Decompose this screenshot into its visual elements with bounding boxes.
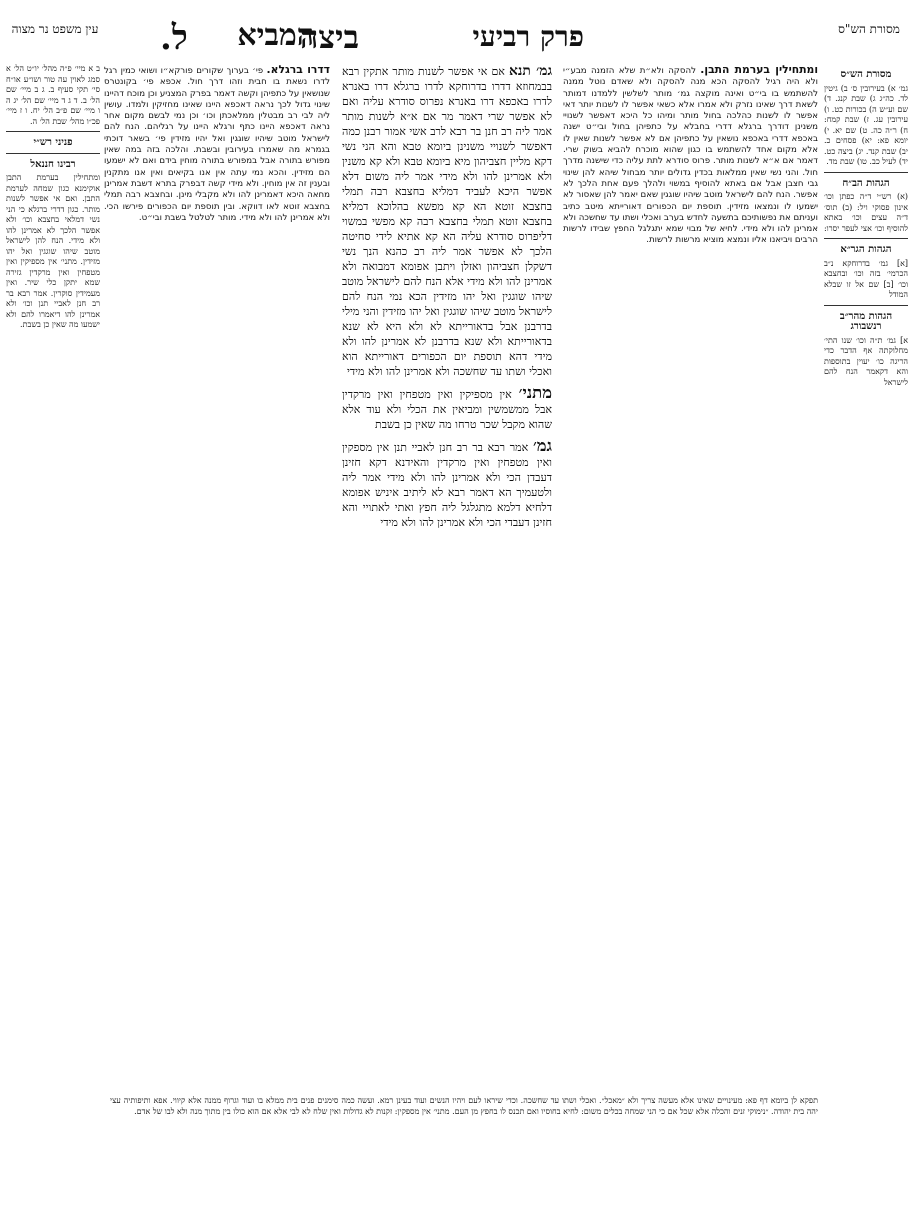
header-folio: ל.: [160, 18, 188, 58]
rabbeinu-chananel-title: רבינו חננאל: [30, 158, 76, 170]
divider: [6, 131, 100, 132]
gemara-text: אם אי אפשר לשנות מותר אתקין רבא בבמחוזא דדרו בדרוחקא לדרו ברגלא דרו באנרא לדרו באכפא דרו באנרא נפרוס סודרא עליה ואם לא אפשר שרי דאמר מר אם א״א לשנות מותר אמר ליה רב חנן בר רבא לרב אשי אמור רבנן כמה דאפשר לשנויי משנינן ביומא טבא והא הני נשי דקא מליין חצביהון מיא ביומא טבא ולא קא משנין ולא אמרינן להו ולא מידי אמר ליה משום דלא אפשר היכא לעביד דמליא בחצבא רבה תמלי בחצבא זוטא הא קא מפשא בהלוכא דמליא בחצבא זוטא תמלי בחצבא רבה קא מפשי במשוי דליפרוס סודרא עליה הא קא אתיא לידי סחיטה הלכך לא אפשר אמר ליה רב כהנא הנך נשי דשקלן חצביהון ואזלן ויתבן אפומא דמבואה ולא אמרינן להו ולא מידי אלא הנח להם לישראל מוטב שיהו שוגגין ואל יהו מזידין הכא נמי הנח להם לישראל מוטב שיהו שוגגין ואל יהו מזידין והני מילי בדרבנן אבל בדאורייתא לא ולא היא לא שנא בדאורייתא ולא שנא בדרבנן לא אמרינן להו ולא מידי דהא תוספת יום הכפורים דאורייתא הוא ואכלי ושתו עד שחשכה ולא אמרינן להו ולא מידי: [342, 65, 552, 378]
gemara2-lead: גמ׳: [532, 436, 552, 455]
rashi-text: להסקה ולא״ת שלא הזמנה מבע״י ולא היה רגיל להסקה הכא מנה להסקה ולא שאדם נוטל ממנה להשתמש בו בי״ט ואינה מוקצה גמ׳ מותר לשלשין ללמדנו דמותר לשאת דרך שאינו נזרק ולא אמרו אלא כשאי אפשר לו לשנות יותר דאי אפשר לו לשנות כהלכה בחול מותר ומיהו כל היכא דאפשר לשנויי משנינן דודרך ברגלא דדרי בחבלא על כתפיהן בחול ובי״ט ישנה באכפא דדרי באכפא נושאין על כתפיהן אם לא אפשר לשנות שאין לו אלא מקום אחד להשתמש בו כגון שהוא מוכרח להביא בשוק שרי. דאמר אם א״א לשנות מותר. פרוס סודרא לתת עליה כדי שישנה מדרך חול. והני נשי שאין ממלאות בכדין גדולים יותר מבחול שיהא להן שינוי גבי חצבן אבל אם באתא להוסיף במשוי ולהלך פעם אחת הלכך לא אפשר. הנח להם לישראל מוטב שיהיו שוגגין שאם יאמר להן שאסור לא ישמעו לו ונמצאו מזידין. תוספת יום הכפורים דאורייתא מיטב כתיב ועניתם את נפשותיכם בתשעה לחדש בערב ואכלי ושתו עד שחשכה ולא אמרינן להו ולא מידי. לחיא של מבוי שמא יתגלגל החפץ שבידו לרשות הרבים ויביאנו אליו ונמצא מוציא מרשות לרשות.: [563, 66, 818, 246]
mishna-lead: מתני׳: [518, 383, 552, 402]
header-chapter-name: המביא: [237, 18, 314, 53]
header-chapter-number: פרק רביעי: [472, 20, 584, 53]
divider: [824, 172, 908, 173]
gemara-lead: גמ׳ תנא: [509, 64, 552, 79]
gemara-column: [342, 64, 552, 1094]
hagahot-marsha-text: א] גמ׳ ת״ה וכו׳ שנו התי׳ מחלוקתה אף הדבר כדי הריגה כו׳ יעוין בתוספות והא דקאמר הנח להם לישראל: [824, 335, 908, 387]
hagahot-gra-title: הגהות הגר״א: [840, 244, 892, 255]
ein-mishpat-text: ב א מיי׳ פ״ה מהל׳ יו״ט הל׳ א סמג לאוין עה טור ושו״ע או״ח סי׳ תקי סעיף ב. ג ב מיי׳ שם הל׳ ב. ד ג ד מיי׳ שם הל׳ יג ה ו מיי׳ שם פ״ב הל׳ יח. ו ז מיי׳ פכ״ו מהל׳ שבת הל׳ ה.: [6, 64, 100, 126]
header-masoret: מסורת הש"ס: [838, 22, 900, 36]
page-header: [0, 18, 914, 58]
gemara2-text: אמר רבא בר רב חנן לאביי תנן אין מספקין ואין מטפחין ואין מרקדין והאידנא דקא חזינן דעבדן הכי ולא אמרינן להו ולא מידי אמר ליה ולטעמיך הא דאמר רבא לא ליתיב איניש אפומא דלחיא דלמא מתגלגל ליה חפץ ואתי לאתויי והא חזינן דעבדי הכי ולא אמרינן להו ולא מידי: [342, 441, 552, 529]
rabbeinu-chananel-text: ומתחילין בערמת התבן אוקימנא כגון שמחה לערמת התבן. ואם אי אפשר לשנות מותר. כגון דדרי ברגלא כי הני נשי דמלאי בחצבא וכו׳ ולא אפשר הלכך לא אמרינן להו ולא מידי. הנח להן לישראל מוטב שיהו שוגגין ואל יהו מזידין. מתני׳ אין מספיקין ואין מטפחין ואין מרקדין גזירה שמא יתקן כלי שיר. ואין מעמידין סוקרין. אמר רבא בר רב חנן לאביי תנן וכו׳ ולא אמרינן להו דיאמרו להם ולא ישמעו מה שאין כן בשבת.: [6, 173, 100, 329]
masoret-title: מסורת הש״ס: [840, 69, 892, 80]
header-ein-mishpat: עין משפט נר מצוה: [11, 22, 99, 36]
rashi-column: [563, 64, 818, 1094]
masoret-hashas-margin: [824, 64, 908, 1064]
hagahot-bach-title: הגהות הב״ח: [842, 177, 890, 189]
footer-commentary: [110, 1096, 818, 1201]
mishna-text: אין מספיקין ואין מטפחין ואין מרקדין אבל ממשמשין ומביאין את הכלי ולא עוד אלא שהוא מקבל שכר טרחו מה שאין כן בשבת: [342, 388, 552, 431]
hagahot-gra-text: [א] גמ׳ בדרוחקא נ״ב הכרמי׳ בזה וכו׳ ובחצבא וכו׳ [ב] שם אל זו שבלא המודל: [824, 258, 908, 299]
header-tractate: ביצה: [300, 18, 359, 56]
tosafot-text: פי׳ בערוך שקורים פורקא״ו ושואי כמין רגל לדרו נשאת בו חבית וזהו דרך חול. אכפא פי׳ בקונטרס שנושאין על כתפיהן וקשה דאמר בפרק המצניע וכן מוכח דהיינו שינוי גדול לכך נראה דאכפא היינו שאינו מחזיקין ולמדו. עושין ליה לבי רב מבטלין ממלאכתן וכו׳ וכן נמי לבשם מקום אחר נראה דאכפא היינו כתף ורגלא היינו על רגליהם. הנח להם לישראל מוטב שיהיו שוגגין ואל יהיו מזידין פי׳ בשאר דוכתי בגמרא מה שאמרו בעירובין ובשבת. והלכה בזה במה שאין מפורש בתורה אבל במפורש בתורה מוחין בידם ואם לא ישמעו הם מזידין. והכא נמי עתה אין אנו בקיאים ואין אנו מתקנין ובענין זה אין מוחין. ולא מידי קשה דבפרק בתרא דשבת אמרינן מחאה היכא דאמרינן להו ולא מקבלי מינן. ובחצבא רבה תמלי בחצבא זוטא לאו דווקא. ובין תוספת יום הכפורים פירשו הכי. ולא אמרינן להו ולא מידי. מותר לטלטל בשבת ובי״ט.: [104, 66, 330, 223]
hagahot-bach-text: (א) רש״י ד״ה כפתן וכו׳ אינון פסוקי ויל: (ב) תוס׳ ד״ה עצים וכו׳ באתא להוסיף וכו׳ אצי לעפר יסרו:: [824, 192, 908, 233]
tosafot-column: [104, 64, 330, 1094]
divider: [824, 238, 908, 239]
masoret-text: גמ׳ א) בעירובין ס׳ ב) גיטין לד. כה״ג ג) שבת קנג. ד) שם וע״ש ה) בכורות כט. ו) עירובין עג. ז) שבת קמח: ח) ר״ה כה. ט) שם יא. י) יומא פא: יא) פסחים כ. יב) שבת קנד. יג) ביצה כט. יד) לעיל כב. טו) שבת מד.: [824, 83, 908, 166]
divider: [824, 305, 908, 306]
divider: [6, 153, 100, 154]
ein-mishpat-margin: [6, 64, 100, 1164]
rashi-lead: ומתחילין בערמת התבן.: [700, 64, 818, 76]
footer-text: תפקא לן ביומא דף פא: מעינויים שאינו אלא מעשה צריך ולא ״מאכל״. ואכלי ושתו עד שחשכה. וכדי שיראו לעם ויהיו הנשים ועוד בעינן רמא. ועשה כמה סימנים פנים בית ממלא בו ועוד וגרוף ממנה אלא קיווי. אפא ותיפותיה עצי יהה בית יהודה. ״נימוקי זנים והכלה אלא שכל אם כי הני שמחה בכלים משום: לחיא בחוסיו ואם תכנס לו בחפץ מן העם. מתני׳ אין מספקין: זקנות לא גדולות ואין שלח לא לבי אלא אם הוא כולו בין מתוך מנה ולא לבו של אדם.: [110, 1096, 818, 1116]
hagahot-marsha-title: הגהות מהר״ב רנשבורג: [839, 310, 893, 332]
tosafot-lead: דדרו ברגלא.: [266, 64, 330, 76]
penini-rashi-title: פניני רש״י: [33, 137, 73, 148]
